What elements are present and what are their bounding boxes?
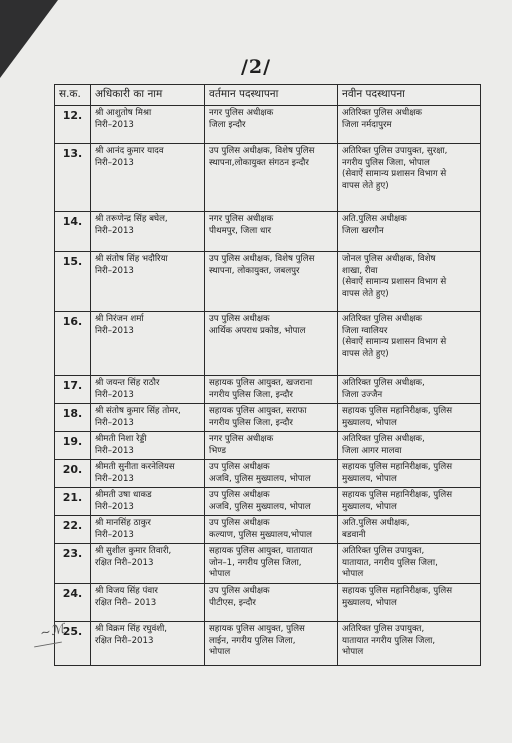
cell-serial: 14. [55,212,91,252]
cell-new-posting: अतिरिक्त पुलिस उपायुक्त, यातायात नगरीय पुलिस जिला, भोपाल [338,622,481,666]
signature: ~ℳ [38,621,67,642]
cell-current-posting: उप पुलिस अधीक्षक, विशेष पुलिस स्थापना,लोकायुक्त संगठन इन्दौर [205,144,338,212]
page-number: /2/ [240,56,272,78]
table-row [55,212,481,252]
cell-serial: 21. [55,488,91,516]
cell-new-posting: अतिरिक्त पुलिस उपायुक्त, यातायात, नगरीय पुलिस जिला, भोपाल [338,544,481,584]
cell-new-posting: अतिरिक्त पुलिस अधीक्षक, जिला आगर मालवा [338,432,481,460]
cell-new-posting: सहायक पुलिस महानिरीक्षक, पुलिस मुख्यालय, भोपाल [338,460,481,488]
cell-serial: 23. [55,544,91,584]
cell-new-posting: अतिरिक्त पुलिस अधीक्षक जिला नर्मदापुरम [338,106,481,144]
cell-new-posting: अतिरिक्त पुलिस अधीक्षक, जिला उज्जैन [338,376,481,404]
cell-serial: 15. [55,252,91,312]
cell-current-posting: उप पुलिस अधीक्षक पीटीएस, इन्दौर [205,584,338,622]
table-row [55,252,481,312]
table-row [55,584,481,622]
table-row [55,516,481,544]
header-officer-name: अधिकारी का नाम [91,85,205,106]
cell-serial: 18. [55,404,91,432]
table-row [55,544,481,584]
cell-new-posting: जोनल पुलिस अधीक्षक, विशेष शाखा, रीवा (सेवाऐं सामान्य प्रशासन विभाग से वापस लेते हुए) [338,252,481,312]
cell-current-posting: सहायक पुलिस आयुक्त, खजराना नगरीय पुलिस जिला, इन्दौर [205,376,338,404]
cell-new-posting: सहायक पुलिस महानिरीक्षक, पुलिस मुख्यालय, भोपाल [338,404,481,432]
cell-current-posting: नगर पुलिस अधीक्षक पीथमपुर, जिला धार [205,212,338,252]
cell-serial: 13. [55,144,91,212]
header-new-posting: नवीन पदस्थापना [338,85,481,106]
table-row [55,460,481,488]
cell-current-posting: सहायक पुलिस आयुक्त, सराफा नगरीय पुलिस जिला, इन्दौर [205,404,338,432]
table-row [55,488,481,516]
cell-current-posting: सहायक पुलिस आयुक्त, यातायात जोन–1, नगरीय पुलिस जिला, भोपाल [205,544,338,584]
cell-serial: 12. [55,106,91,144]
table-row [55,404,481,432]
cell-new-posting: अतिरिक्त पुलिस उपायुक्त, सुरक्षा, नगरीय पुलिस जिला, भोपाल (सेवाऐं सामान्य प्रशासन विभाग से वापस लेते हुए) [338,144,481,212]
cell-new-posting: अति.पुलिस अधीक्षक जिला खरगौन [338,212,481,252]
cell-current-posting: उप पुलिस अधीक्षक अजवि, पुलिस मुख्यालय, भोपाल [205,488,338,516]
cell-new-posting: सहायक पुलिस महानिरीक्षक, पुलिस मुख्यालय, भोपाल [338,584,481,622]
cell-current-posting: नगर पुलिस अधीक्षक जिला इन्दौर [205,106,338,144]
cell-current-posting: उप पुलिस अधीक्षक आर्थिक अपराध प्रकोष्ठ, भोपाल [205,312,338,376]
cell-serial: 20. [55,460,91,488]
header-current-posting: वर्तमान पदस्थापना [205,85,338,106]
cell-serial: 25. [55,622,91,666]
cell-officer-name: श्री संतोष कुमार सिंह तोमर, निरी–2013 [91,404,205,432]
header-serial: स.क. [55,85,91,106]
cell-officer-name: श्री सुशील कुमार तिवारी, रक्षित निरी–2013 [91,544,205,584]
cell-current-posting: उप पुलिस अधीक्षक अजवि, पुलिस मुख्यालय, भोपाल [205,460,338,488]
cell-serial: 16. [55,312,91,376]
cell-serial: 19. [55,432,91,460]
cell-officer-name: श्री जयन्त सिंह राठौर निरी–2013 [91,376,205,404]
cell-officer-name: श्री आनंद कुमार यादव निरी–2013 [91,144,205,212]
cell-serial: 24. [55,584,91,622]
cell-current-posting: उप पुलिस अधीक्षक कल्याण, पुलिस मुख्यालय,भोपाल [205,516,338,544]
cell-officer-name: श्रीमती सुनीता करनेलियस निरी–2013 [91,460,205,488]
cell-officer-name: श्रीमती उषा धाकड निरी–2013 [91,488,205,516]
cell-officer-name: श्री विजय सिंह पंवार रक्षित निरी– 2013 [91,584,205,622]
table-row [55,144,481,212]
cell-current-posting: उप पुलिस अधीक्षक, विशेष पुलिस स्थापना, लोकायुक्त, जबलपुर [205,252,338,312]
cell-officer-name: श्री आशुतोष मिश्रा निरी–2013 [91,106,205,144]
table-row [55,376,481,404]
cell-current-posting: सहायक पुलिस आयुक्त, पुलिस लाईन, नगरीय पुलिस जिला, भोपाल [205,622,338,666]
table-header-row [55,85,481,106]
cell-new-posting: अतिरिक्त पुलिस अधीक्षक जिला ग्वालियर (सेवाऐं सामान्य प्रशासन विभाग से वापस लेते हुए) [338,312,481,376]
cell-officer-name: श्री संतोष सिंह भदौरिया निरी–2013 [91,252,205,312]
cell-officer-name: श्रीमती निशा रेड्डी निरी–2013 [91,432,205,460]
cell-officer-name: श्री विक्रम सिंह रघुवंशी, रक्षित निरी–2013 [91,622,205,666]
cell-current-posting: नगर पुलिस अधीक्षक भिण्ड [205,432,338,460]
cell-serial: 17. [55,376,91,404]
table-row [55,622,481,666]
cell-officer-name: श्री तरूणेन्द्र सिंह बघेल, निरी–2013 [91,212,205,252]
table-row [55,432,481,460]
cell-new-posting: सहायक पुलिस महानिरीक्षक, पुलिस मुख्यालय, भोपाल [338,488,481,516]
cell-officer-name: श्री मानसिंह ठाकुर निरी–2013 [91,516,205,544]
table-row [55,312,481,376]
cell-new-posting: अति.पुलिस अधीक्षक, बडवानी [338,516,481,544]
cell-officer-name: श्री निरंजन शर्मा निरी–2013 [91,312,205,376]
table-row [55,106,481,144]
cell-serial: 22. [55,516,91,544]
transfer-table [54,84,481,666]
